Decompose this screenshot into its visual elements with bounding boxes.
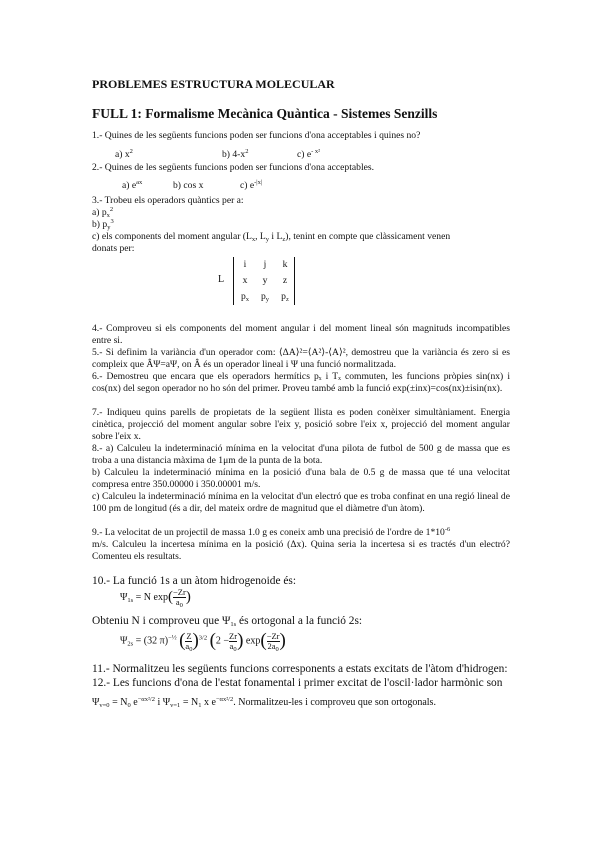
problem-12-equations: $\Psi_{v=0} = N_0$ $e^{-\alpha x^2/2}$ i $\Psi_{v=1} = N_1$ x $e^{-\alpha x^2/2}$. Normalitzeu-les i comproveu que son ortogonals. bbox=[92, 696, 436, 709]
equation-psi-2s: $\Psi_{2s} = (32$ π)$^{-\frac{1}{2}}$ ( $\frac{Z}{a_0}$ )$^{3/2}$ (2 − $\frac{Zr}{a_0}$ ) exp( $\frac{-Zr}{2a_0}$ ) bbox=[120, 630, 286, 653]
problem-12: 12.- Les funcions d'ona de l'estat fonamental i primer excitat de l'oscil·lador harmònic son bbox=[92, 677, 503, 689]
determinant-left-bar bbox=[233, 257, 234, 305]
problem-8b: b) Calculeu la indeterminació mínima en la posició d'una bala de 0.5 g de massa que té una velocitat compresa entre 350.00000 i 350.00001 m/s. bbox=[92, 467, 510, 490]
problem-9-cont: m/s. Calculeu la incertesa mínima en la posició (Δx). Quina seria la incertesa si es tractés d'un electró? Comenteu els resultats. bbox=[92, 539, 510, 562]
det-cell: x bbox=[242, 275, 248, 286]
problem-2-option-b: b) cos x bbox=[173, 180, 204, 191]
problem-1-option-a: a) $x^2$ bbox=[115, 148, 133, 160]
document-title: PROBLEMES ESTRUCTURA MOLECULAR bbox=[92, 77, 335, 91]
problem-9: 9.- La velocitat de un projectil de massa 1.0 g es coneix amb una precisió de l'ordre de $1*10^{-6}$ bbox=[92, 526, 451, 538]
problem-6: 6.- Demostreu que encara que els operadors hermítics pₓ i Tₓ commuten, les funcions pròpies sin(nx) i cos(nx) del segon operador no ho són del primer. Proveu també amb la funció exp(±inx)=cos(nx)±isin(nx). bbox=[92, 371, 510, 394]
det-cell: $p_y$ bbox=[260, 291, 270, 303]
problem-3-item-b: b) $p_y^3$ bbox=[92, 218, 114, 231]
problem-8a: 8.- a) Calculeu la indeterminació mínima en la velocitat d'una pilota de futbol de 500 g de massa que es troba a una distancia màxima de 1μm de la punta de la bota. bbox=[92, 443, 510, 466]
problem-1: 1.- Quines de les següents funcions poden ser funcions d'ona acceptables i quines no? bbox=[92, 130, 421, 141]
problem-10: 10.- La funció 1s a un àtom hidrogenoide és: bbox=[92, 575, 297, 587]
problem-10-cont: Obteniu N i comproveu que $\Psi_{1s}$ és ortogonal a la funció 2s: bbox=[92, 615, 363, 628]
problem-5: 5.- Si definim la variància d'un operador com: ⟨ΔA⟩²=⟨A²⟩-⟨A⟩², demostreu que la variància és zero si es compleix que ÂΨ=aΨ, on Â és un operador lineal i Ψ una funció normalitzada. bbox=[92, 347, 510, 370]
problem-7: 7.- Indiqueu quins parells de propietats de la següent llista es poden conèixer simultàniament. Energia cinètica, projecció del moment angular sobre l'eix y, posició sobre l'eix x, projecció del moment angular sobre l'eix x. bbox=[92, 407, 510, 442]
problem-2-option-a: a) $e^{ax}$ bbox=[122, 179, 143, 191]
problem-4: 4.- Comproveu si els components del moment angular i del moment lineal són magnituds incompatibles entre si. bbox=[92, 323, 510, 346]
problem-2-option-c: c) $e^{-|x|}$ bbox=[240, 179, 263, 191]
det-cell: j bbox=[263, 259, 267, 270]
problem-3-item-c-cont: donats per: bbox=[92, 243, 135, 254]
det-cell: z bbox=[282, 275, 288, 286]
sheet-subtitle: FULL 1: Formalisme Mecànica Quàntica - Sistemes Senzills bbox=[92, 106, 438, 121]
problem-11: 11.- Normalitzeu les següents funcions corresponents a estats excitats de l'àtom d'hidrogen: bbox=[92, 663, 508, 675]
det-cell: i bbox=[243, 259, 247, 270]
problem-1-option-c: c) $e^{- x^2}$ bbox=[297, 148, 321, 160]
problem-3-item-a: a) $p_x^2$ bbox=[92, 206, 114, 219]
problem-8c: c) Calculeu la indeterminació mínima en la velocitat d'un electró que es troba confinat en una regió lineal de 100 pm de longitud (és a dir, del mateix ordre de magnitud que el diàmetre d'un àtom). bbox=[92, 491, 510, 514]
problem-3-item-c: c) els components del moment angular ($L_x$, $L_y$ i $L_z$), tenint en compte que clàssicament venen bbox=[92, 231, 451, 243]
problem-3: 3.- Trobeu els operadors quàntics per a: bbox=[92, 195, 244, 206]
det-cell: y bbox=[262, 275, 268, 286]
problem-2: 2.- Quines de les següents funcions poden ser funcions d'ona acceptables. bbox=[92, 162, 374, 173]
problem-1-option-b: b) $4-x^2$ bbox=[222, 148, 249, 160]
det-cell: $p_z$ bbox=[281, 291, 289, 303]
equation-psi-1s: $\Psi_{1s} = N$ exp( $\frac{-Zr}{a_0}$ ) bbox=[120, 587, 191, 609]
determinant-label: L bbox=[218, 274, 225, 285]
det-cell: k bbox=[282, 259, 288, 270]
det-cell: $p_x$ bbox=[240, 291, 250, 303]
